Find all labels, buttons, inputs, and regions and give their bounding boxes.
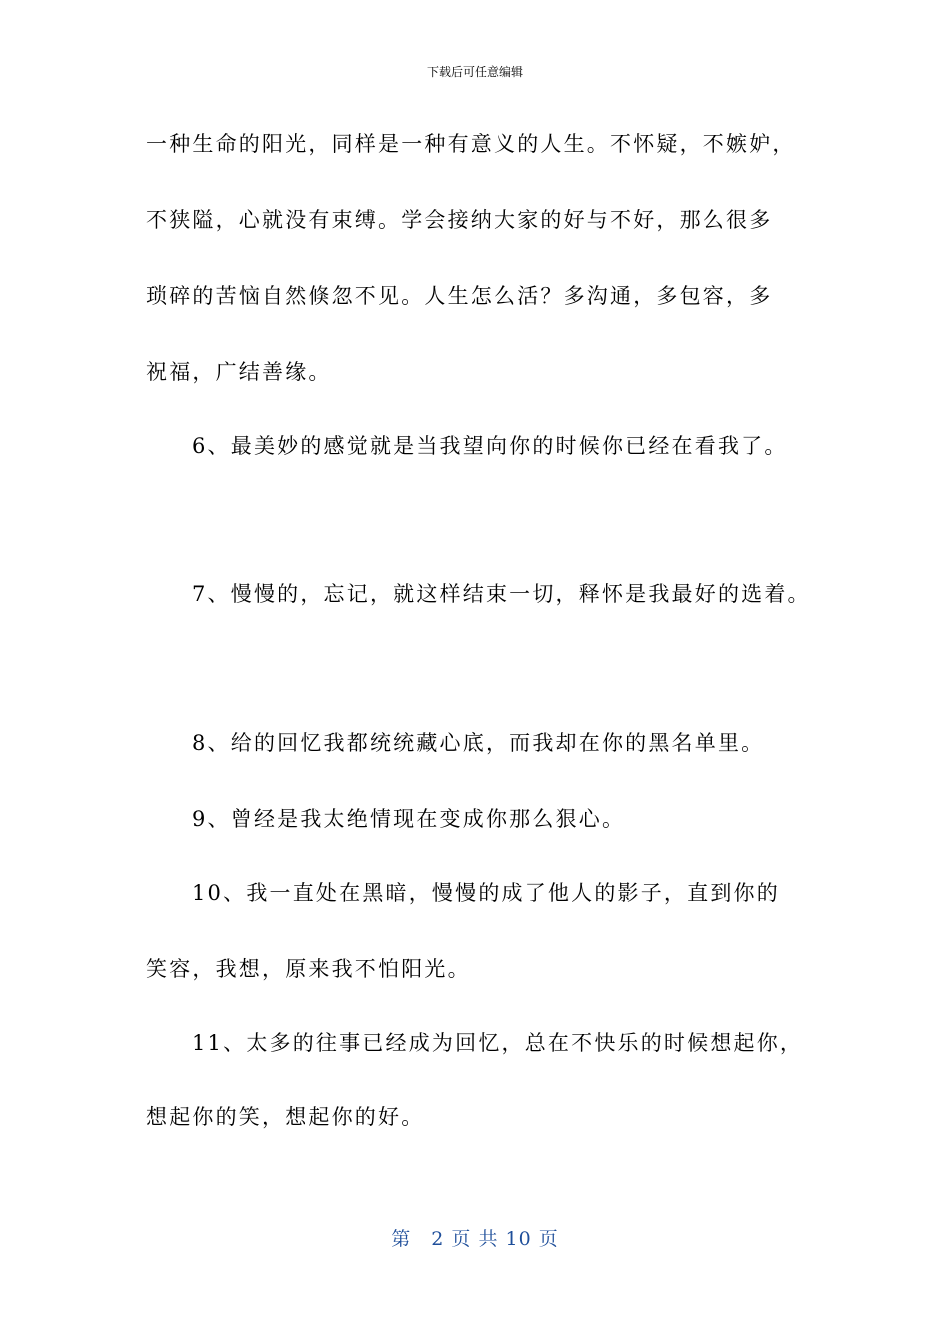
text-line-1: 一种生命的阳光，同样是一种有意义的人生。不怀疑，不嫉妒， [146, 132, 796, 156]
text-line-11b: 想起你的笑，想起你的好。 [146, 1105, 425, 1129]
text-line-10b: 笑容，我想，原来我不怕阳光。 [146, 957, 471, 981]
paragraph-item-10: 10、我一直处在黑暗，慢慢的成了他人的影子，直到你的 [192, 881, 780, 905]
paragraph-item-7: 7、慢慢的，忘记，就这样结束一切，释怀是我最好的选着。 [192, 582, 811, 606]
page-number-footer: 第 2 页 共 10 页 [391, 1228, 559, 1250]
paragraph-item-8: 8、给的回忆我都统统藏心底，而我却在你的黑名单里。 [192, 731, 765, 755]
paragraph-item-6: 6、最美妙的感觉就是当我望向你的时候你已经在看我了。 [192, 434, 788, 458]
text-line-3: 琐碎的苦恼自然倏忽不见。人生怎么活？多沟通，多包容，多 [146, 284, 773, 308]
text-line-2: 不狭隘，心就没有束缚。学会接纳大家的好与不好，那么很多 [146, 208, 773, 232]
page-header: 下载后可任意编辑 [426, 65, 523, 79]
paragraph-item-11: 11、太多的往事已经成为回忆，总在不快乐的时候想起你， [192, 1031, 804, 1055]
paragraph-item-9: 9、曾经是我太绝情现在变成你那么狠心。 [192, 807, 626, 831]
text-line-4: 祝福，广结善缘。 [146, 360, 332, 384]
